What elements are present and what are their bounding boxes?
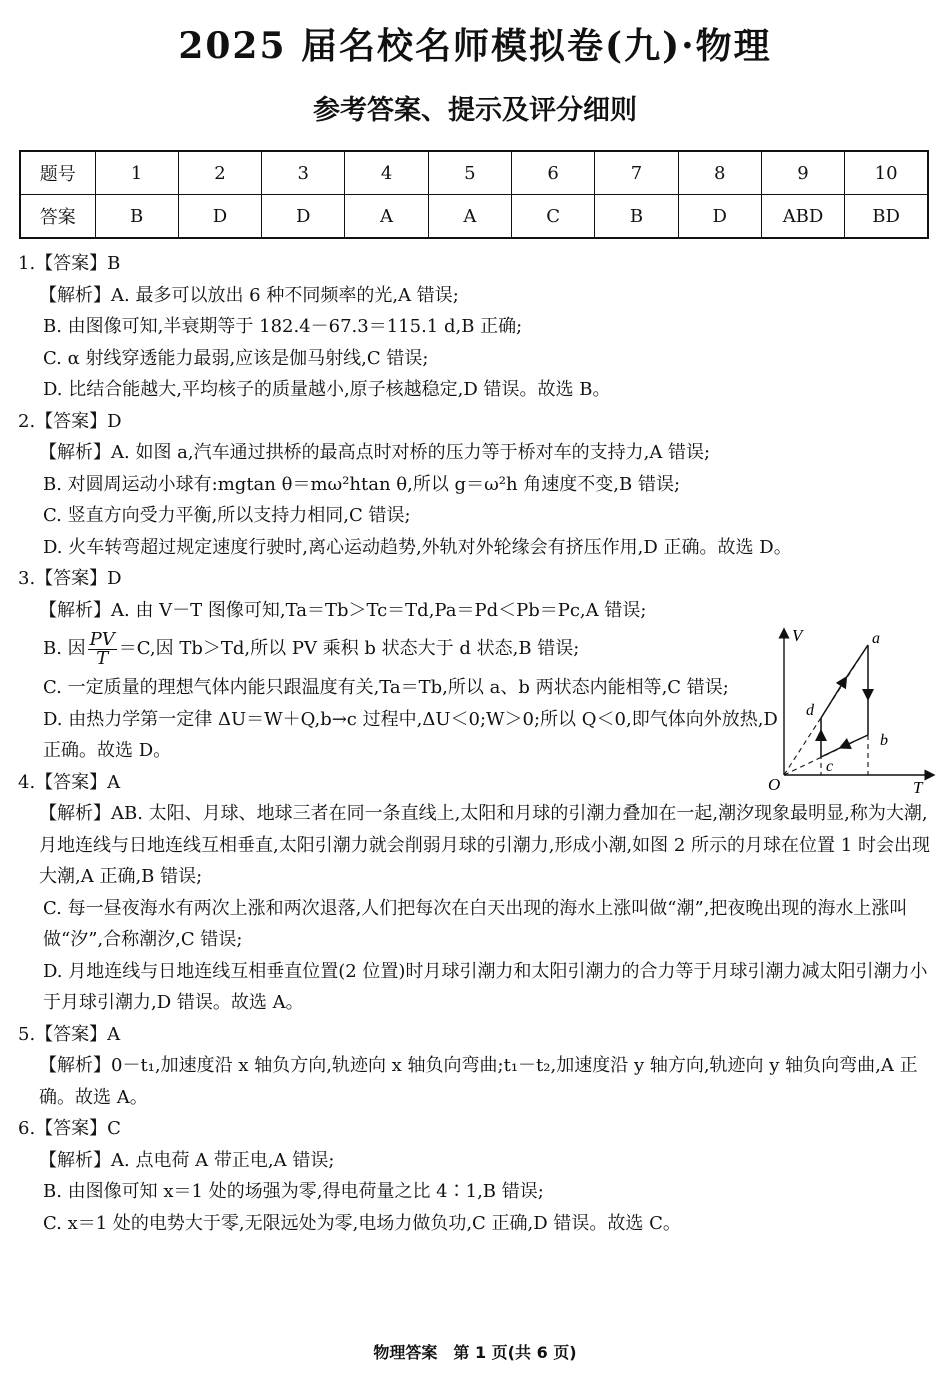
q4-analysis-line: 【解析】AB. 太阳、月球、地球三者在同一条直线上,太阳和月球的引潮力叠加在一起,潮汐现象最明显,称为大潮,月地连线与日地连线互相垂直,太阳引潮力就会削弱月球的引潮力,形成小潮,如图 2 所示的月球在位置 1 时会出现大潮,A 正确,B 错误; [39,803,930,887]
point-a-label: a [872,630,880,647]
q6-analysis-line: B. 由图像可知 x＝1 处的场强为零,得电荷量之比 4∶1,B 错误; [43,1181,544,1202]
q1-answer-heading: 1.【答案】B [18,253,121,274]
q2-analysis-line: C. 竖直方向受力平衡,所以支持力相同,C 错误; [43,505,411,526]
q5-analysis-line: 【解析】0－t₁,加速度沿 x 轴负方向,轨迹向 x 轴负向弯曲;t₁－t₂,加速度沿 y 轴方向,轨迹向 y 轴负向弯曲,A 正确。故选 A。 [39,1055,918,1108]
q4-analysis-line: C. 每一昼夜海水有两次上涨和两次退落,人们把每次在白天出现的海水上涨叫做“潮”,把夜晚出现的海水上涨叫做“汐”,合称潮汐,C 错误; [43,897,908,950]
table-cell: ABD [761,195,844,239]
table-cell: D [178,195,261,239]
page-subtitle: 参考答案、提示及评分细则 [313,95,637,126]
q3-analysis-line: D. 由热力学第一定律 ΔU＝W＋Q,b→c 过程中,ΔU＜0;W＞0;所以 Q＜0,即气体向外放热,D 正确。故选 D。 [43,708,778,761]
point-b-label: b [880,732,888,749]
table-cell: D [678,195,761,239]
table-row [20,195,928,239]
q1-analysis-line: C. α 射线穿透能力最弱,应该是伽马射线,C 错误; [43,347,429,369]
table-cell: 7 [595,151,678,195]
q2-answer-heading: 2.【答案】D [18,410,122,432]
q2-analysis-line: D. 火车转弯超过规定速度行驶时,离心运动趋势,外轨对外轮缘会有挤压作用,D 正确。故选 D。 [43,536,792,558]
table-header-cell: 答案 [20,195,95,239]
process-d-to-a [821,681,844,718]
q6-analysis-line: 【解析】A. 点电荷 A 带正电,A 错误; [39,1149,335,1171]
table-cell: B [95,195,178,239]
table-cell: 9 [761,151,844,195]
t-axis-label: T [913,778,923,797]
q3-analysis-line: C. 一定质量的理想气体内能只跟温度有关,Ta＝Tb,所以 a、b 两状态内能相等,C 错误; [43,677,729,698]
pv-over-t-fraction [88,628,117,669]
table-cell: 6 [511,151,594,195]
q5-answer-heading: 5.【答案】A [18,1023,121,1045]
table-cell: 5 [428,151,511,195]
answer-table [19,150,929,239]
point-d-label: d [806,702,814,719]
q3-analysis-line [18,626,778,672]
v-t-graph [768,623,938,798]
page-footer: 物理答案 第 1 页(共 6 页) [373,1343,577,1362]
q3-analysis-line: 【解析】A. 由 V－T 图像可知,Ta＝Tb＞Tc＝Td,Pa＝Pd＜Pb＝Pc,A 错误; [39,599,647,621]
table-cell: 2 [178,151,261,195]
q3-line-suffix: ＝C,因 Tb＞Td,所以 PV 乘积 b 状态大于 d 状态,B 错误; [118,638,580,659]
table-cell: D [262,195,345,239]
q1-analysis-line: B. 由图像可知,半衰期等于 182.4－67.3＝115.1 d,B 正确; [43,316,523,337]
table-cell: B [595,195,678,239]
q6-analysis-line: C. x＝1 处的电势大于零,无限远处为零,电场力做负功,C 正确,D 错误。故选 C。 [43,1212,681,1234]
table-cell: 1 [95,151,178,195]
origin-label: O [768,775,781,794]
q3-answer-heading: 3.【答案】D [18,568,122,589]
table-cell: 4 [345,151,428,195]
table-cell: 8 [678,151,761,195]
q2-analysis-line: B. 对圆周运动小球有:mgtan θ＝mω²htan θ,所以 g＝ω²h 角速度不变,B 错误; [43,473,681,495]
q6-answer-heading: 6.【答案】C [18,1118,121,1139]
table-cell: 10 [845,151,928,195]
process-b-to-c [821,746,844,757]
q3-line-prefix: B. 因 [43,638,86,659]
fraction-numerator: PV [89,628,115,650]
table-cell: C [511,195,594,239]
fraction-denominator: T [96,647,109,669]
process-d-to-a [844,645,868,681]
q1-analysis-line: D. 比结合能越大,平均核子的质量越小,原子核越稳定,D 错误。故选 B。 [43,379,611,400]
q4-analysis-line: D. 月地连线与日地连线互相垂直位置(2 位置)时月球引潮力和太阳引潮力的合力等于月球引潮力减太阳引潮力小于月球引潮力,D 错误。故选 A。 [43,960,928,1013]
v-axis-label: V [792,626,803,645]
table-cell: A [345,195,428,239]
point-c-label: c [826,758,834,775]
table-cell: 3 [262,151,345,195]
table-cell: A [428,195,511,239]
q4-answer-heading: 4.【答案】A [18,771,121,793]
table-cell: BD [845,195,928,239]
process-b-to-c [844,735,868,746]
q1-analysis-line: 【解析】A. 最多可以放出 6 种不同频率的光,A 错误; [39,284,459,306]
q2-analysis-line: 【解析】A. 如图 a,汽车通过拱桥的最高点时对桥的压力等于桥对车的支持力,A 错误; [39,442,711,463]
table-header-cell: 题号 [20,151,95,195]
table-row [20,151,928,195]
page-title: 2025 届名校名师模拟卷(九)·物理 [178,25,772,67]
